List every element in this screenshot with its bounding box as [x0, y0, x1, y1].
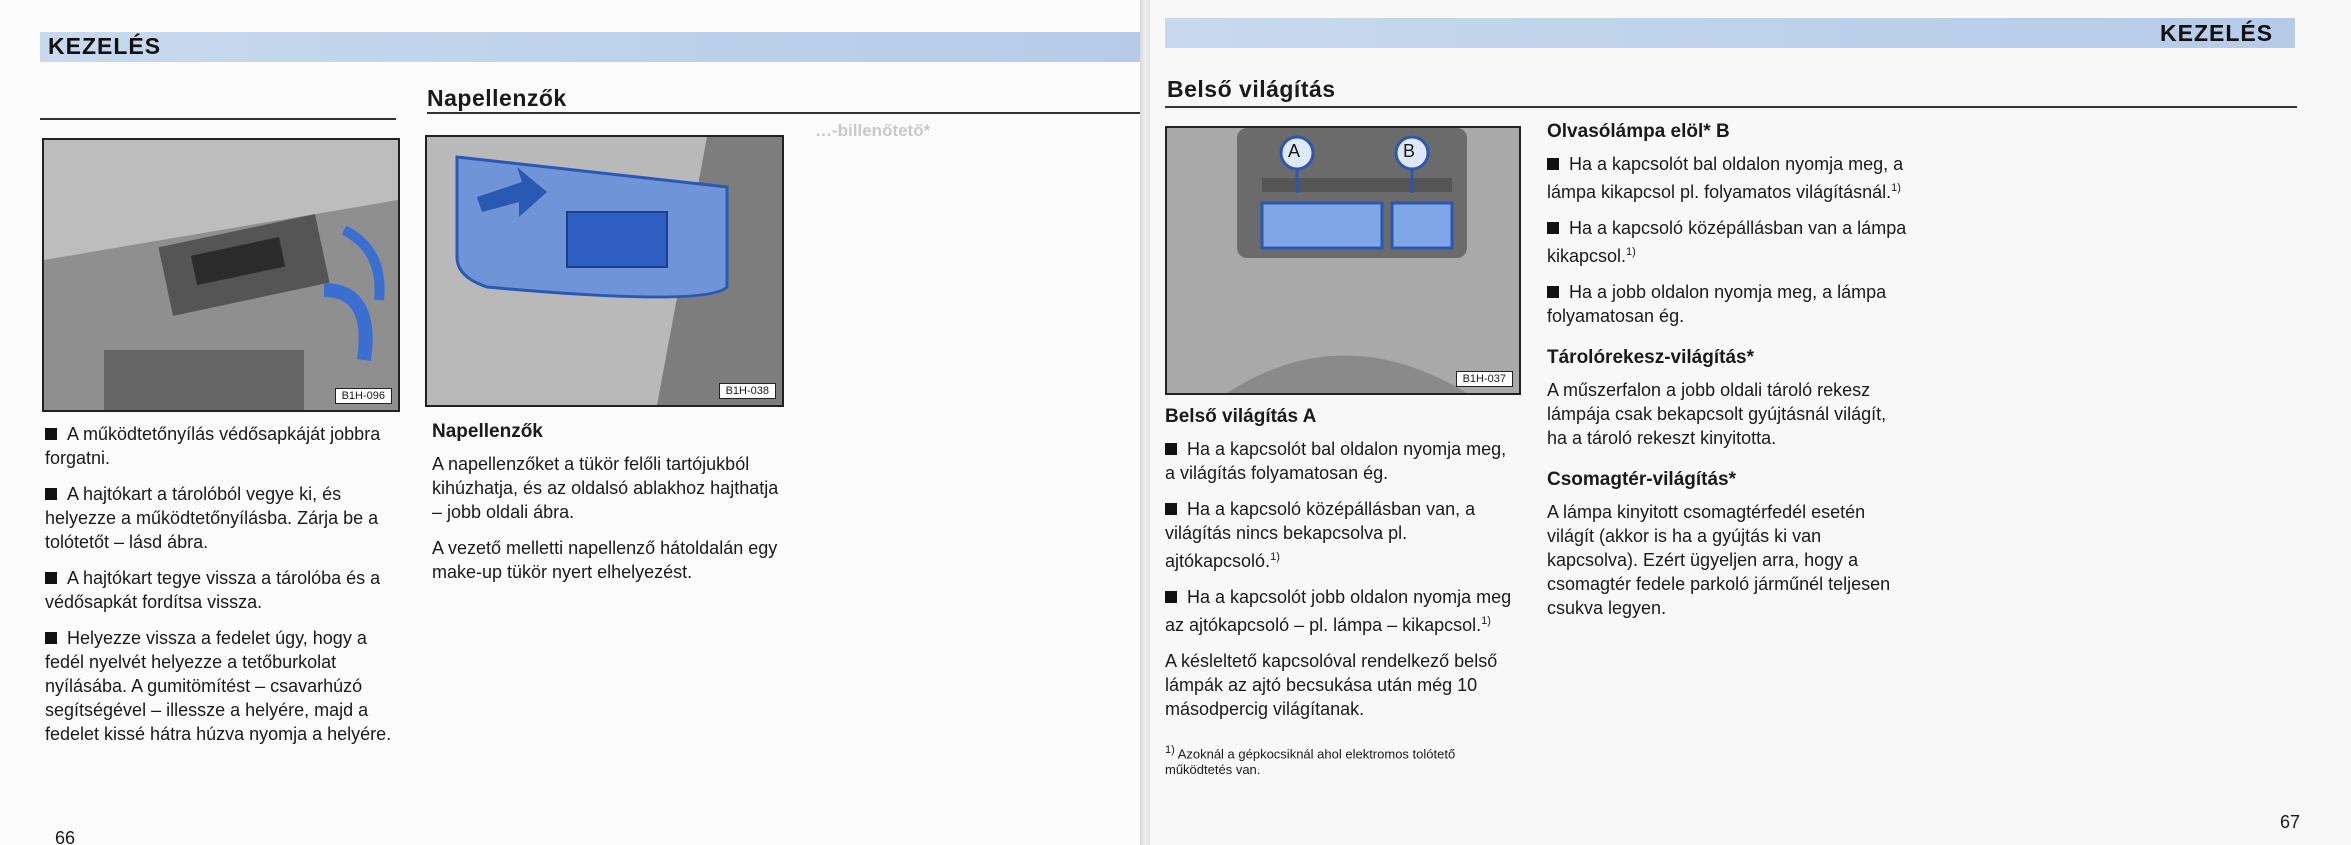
- bullet-icon: [45, 488, 57, 500]
- interior-light-text: [1165, 405, 1515, 733]
- rule-section: [427, 112, 1143, 114]
- interior-light-figure: [1165, 126, 1521, 395]
- lamp-label-a: A: [1288, 141, 1301, 161]
- footnote-ref: 1): [1481, 615, 1491, 627]
- figure-code: B1H-038: [719, 383, 776, 399]
- figure-code: B1H-096: [335, 388, 392, 404]
- header-label: KEZELÉS: [2160, 20, 2274, 46]
- footnote-ref: 1): [1270, 551, 1280, 563]
- list-item: Helyezze vissza a fedelet úgy, hogy a fedél nyelvét helyezze a tetőburkolat nyílásába. A gumitömítést – csavarhúzó segítségével – illessze a helyére, majd a fedelet kissé hátra húzva nyomja a helyére.: [45, 628, 392, 744]
- bullet-icon: [45, 428, 57, 440]
- section-title: Belső világítás: [1167, 76, 1336, 102]
- footnote-ref: 1): [1891, 182, 1901, 194]
- bullet-icon: [45, 572, 57, 584]
- sun-visor-figure: [425, 135, 784, 407]
- page-number: 66: [55, 828, 76, 845]
- bullet-icon: [1547, 158, 1559, 170]
- column-heading: Tárolórekesz-világítás*: [1547, 347, 1754, 368]
- list-item: Ha a jobb oldalon nyomja meg, a lámpa folyamatosan ég.: [1547, 282, 1887, 326]
- list-item: A hajtókart tegye vissza a tárolóba és a védősapkát fordítsa vissza.: [45, 568, 381, 612]
- bullet-icon: [1165, 503, 1177, 515]
- left-page: [0, 0, 1143, 845]
- rule-left: [40, 118, 396, 120]
- list-item: Ha a kapcsoló középállásban van a lámpa kikapcsol.$^{1)}$: [1547, 218, 1907, 266]
- list-item: A működtetőnyílás védősapkáját jobbra forgatni.: [45, 424, 381, 468]
- sunroof-crank-figure: [42, 138, 400, 412]
- section-title: Napellenzők: [427, 85, 567, 111]
- paragraph: A lámpa kinyitott csomagtérfedél esetén világít (akkor is ha a gyújtás ki van kapcsolva). Ezért ügyeljen arra, hogy a csomagtér fedele parkoló járműnél teljesen csukva legyen.: [1547, 502, 1891, 618]
- bullet-icon: [1547, 286, 1559, 298]
- header-label: KEZELÉS: [48, 33, 162, 59]
- bullet-icon: [1165, 591, 1177, 603]
- sunroof-instructions: [45, 422, 405, 758]
- footnote-mark: 1): [1165, 744, 1175, 756]
- list-item: Ha a kapcsoló középállásban van, a világítás nincs bekapcsolva pl. ajtókapcsoló.$^{1)}$: [1165, 499, 1476, 571]
- lamp-label-b: B: [1403, 141, 1416, 161]
- column-heading: Napellenzők: [432, 421, 543, 442]
- list-item: Ha a kapcsolót bal oldalon nyomja meg, a világítás folyamatosan ég.: [1165, 439, 1507, 483]
- page-number: 67: [2280, 812, 2301, 832]
- sun-visor-text: [432, 420, 792, 596]
- header-band: [1165, 18, 2295, 48]
- show-through-text: …-billenőtető*: [815, 121, 931, 140]
- right-page: [1150, 0, 2351, 845]
- paragraph: A vezető melletti napellenző hátoldalán egy make-up tükör nyert elhelyezést.: [432, 538, 778, 582]
- list-item: Ha a kapcsolót jobb oldalon nyomja meg az ajtókapcsoló – pl. lámpa – kikapcsol.$^{1)}$: [1165, 587, 1512, 635]
- column-heading: Csomagtér-világítás*: [1547, 469, 1737, 490]
- bullet-icon: [1547, 222, 1559, 234]
- list-item: Ha a kapcsolót bal oldalon nyomja meg, a lámpa kikapcsol pl. folyamatos világításnál.$^{1)}$: [1547, 154, 1904, 202]
- figure-code: B1H-037: [1456, 371, 1513, 387]
- bullet-icon: [45, 632, 57, 644]
- column-heading: Olvasólámpa elöl* B: [1547, 121, 1730, 142]
- column-heading: Belső világítás A: [1165, 406, 1317, 427]
- paragraph: A napellenzőket a tükör felőli tartójukból kihúzhatja, és az oldalsó ablakhoz hajthatja – jobb oldali ábra.: [432, 454, 779, 522]
- footnote: $^{1)}$ Azoknál a gépkocsiknál ahol elektromos tolótető működtetés van.: [1165, 744, 1456, 778]
- list-item: A hajtókart a tárolóból vegye ki, és helyezze a működtetőnyílásba. Zárja be a tolótetőt – lásd ábra.: [45, 484, 379, 552]
- rule-section: [1165, 106, 2297, 108]
- paragraph: A késleltető kapcsolóval rendelkező belső lámpák az ajtó becsukása után még 10 másodpercig világítanak.: [1165, 651, 1498, 719]
- paragraph: A műszerfalon a jobb oldali tároló rekesz lámpája csak bekapcsolt gyújtásnál világít, ha a tároló rekeszt kinyitotta.: [1547, 380, 1887, 448]
- header-band: [40, 32, 1140, 62]
- bullet-icon: [1165, 443, 1177, 455]
- footnote-ref: 1): [1626, 246, 1636, 258]
- reading-lamp-text: [1547, 120, 1907, 632]
